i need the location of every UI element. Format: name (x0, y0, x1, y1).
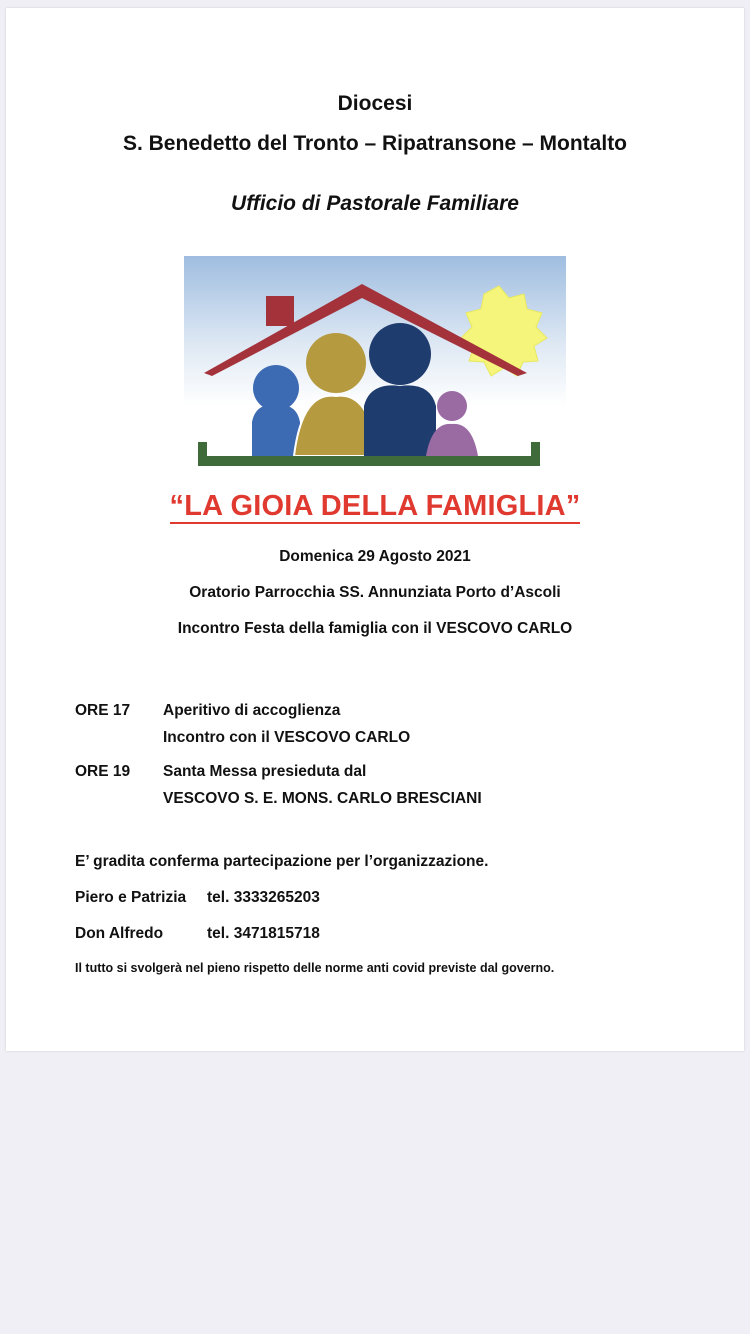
schedule-description (163, 758, 482, 812)
contact-row (75, 889, 320, 907)
schedule-description (163, 697, 410, 751)
family-house-illustration (184, 256, 566, 466)
contact-phone: tel. 3471815718 (207, 925, 320, 942)
event-title (6, 490, 744, 523)
contact-phone: tel. 3333265203 (207, 889, 320, 906)
flyer-page (6, 8, 744, 1051)
contact-name: Don Alfredo (75, 925, 164, 942)
schedule-line: Aperitivo di accoglienza (163, 702, 341, 719)
schedule-hour: ORE 19 (75, 763, 131, 780)
confirmation-note: E’ gradita conferma partecipazione per l’organizzazione. (75, 853, 489, 870)
schedule-line: Santa Messa presieduta dal (163, 763, 367, 780)
covid-notice: Il tutto si svolgerà nel pieno rispetto delle norme anti covid previste dal governo. (75, 961, 555, 975)
contact-name: Piero e Patrizia (75, 889, 187, 906)
office-name: Ufficio di Pastorale Familiare (231, 192, 519, 215)
ground-line (198, 456, 540, 466)
diocese-heading: Diocesi (337, 92, 413, 115)
event-place: Oratorio Parrocchia SS. Annunziata Porto d’Ascoli (189, 584, 561, 601)
schedule-line: VESCOVO S. E. MONS. CARLO BRESCIANI (163, 790, 482, 807)
schedule-line: Incontro con il VESCOVO CARLO (163, 729, 411, 746)
event-meeting: Incontro Festa della famiglia con il VESCOVO CARLO (177, 620, 573, 637)
diocese-places: S. Benedetto del Tronto – Ripatransone – Montalto (122, 132, 628, 155)
event-date: Domenica 29 Agosto 2021 (279, 548, 471, 565)
contact-row (75, 925, 320, 943)
schedule-hour: ORE 17 (75, 702, 131, 719)
chimney (266, 296, 294, 326)
event-title-text: “LA GIOIA DELLA FAMIGLIA” (169, 490, 581, 522)
